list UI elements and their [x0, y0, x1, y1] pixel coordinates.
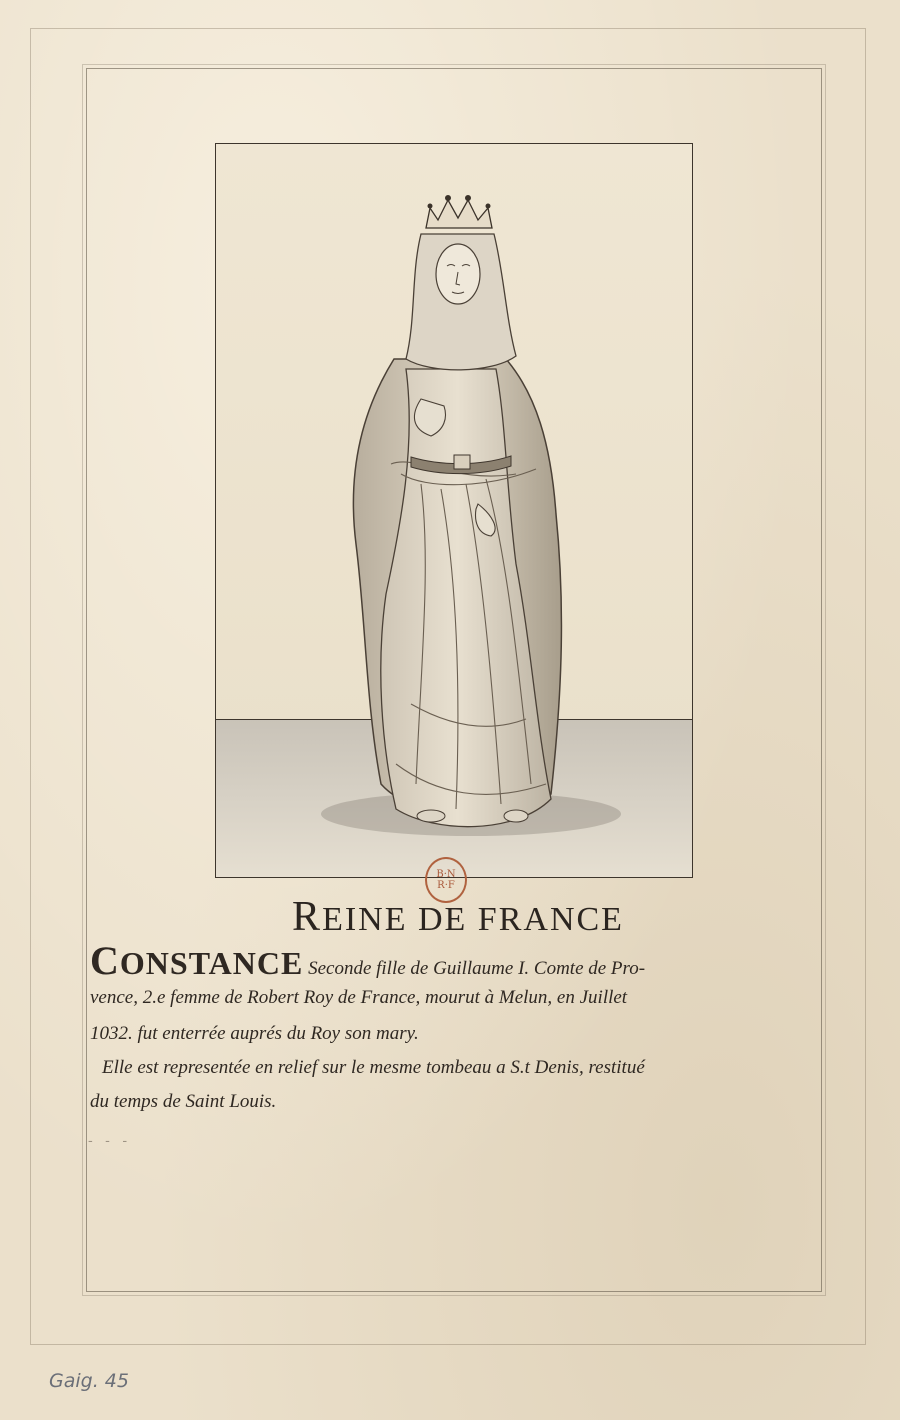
- caption-line-4: Elle est representée en relief sur le mesme tombeau a S.t Denis, restitué: [102, 1057, 645, 1078]
- crown-jewels: [428, 195, 491, 209]
- queen-constance-figure: [216, 144, 692, 877]
- plate-title: [0, 893, 900, 941]
- caption-line-2: vence, 2.e femme de Robert Roy de France, mourut à Melun, en Juillet: [90, 987, 628, 1008]
- left-foot: [417, 810, 445, 822]
- caption-line-5: du temps de Saint Louis.: [90, 1091, 277, 1112]
- name-initial: C: [90, 938, 120, 983]
- caption-line-3: 1032. fut enterrée auprés du Roy son mary.: [90, 1023, 419, 1044]
- pencil-dashes: - - -: [88, 1133, 132, 1149]
- stamp-top-text: B·N: [436, 869, 456, 880]
- shelf-mark: Gaig. 45: [49, 1370, 129, 1392]
- title-rest: EINE DE FRANCE: [322, 901, 624, 938]
- sitter-name: [90, 938, 304, 983]
- caption-line-1-text: Seconde fille de Guillaume I. Comte de Pro-: [308, 958, 646, 979]
- title-initial: R: [292, 894, 323, 940]
- caption-line-1: [90, 937, 645, 984]
- name-rest: ONSTANCE: [119, 945, 304, 981]
- illustration-frame: [215, 143, 693, 878]
- stamp-bottom-text: R·F: [437, 880, 455, 891]
- right-foot: [504, 810, 528, 822]
- crown: [426, 200, 492, 228]
- belt-buckle: [454, 455, 470, 469]
